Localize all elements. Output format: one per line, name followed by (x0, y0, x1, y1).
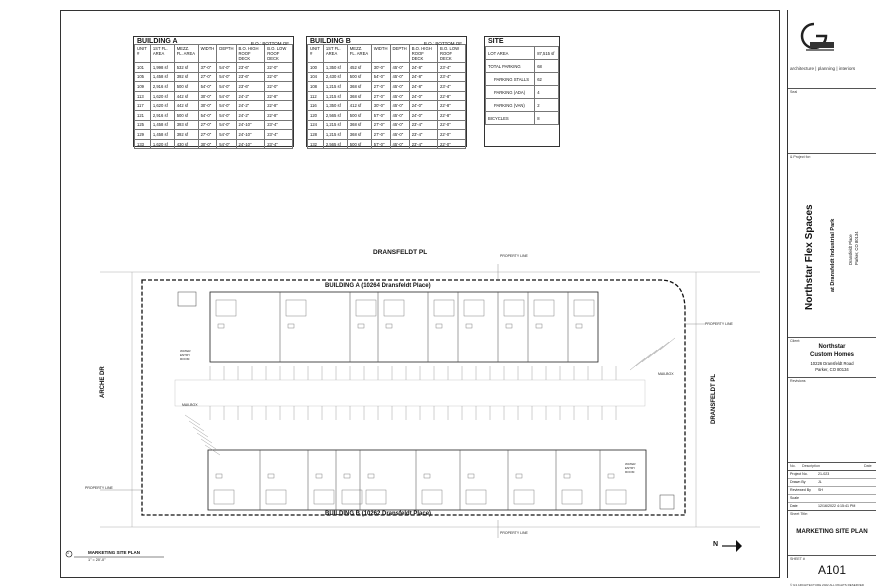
table-cell: 57'-0" (371, 110, 390, 120)
table-cell: 500 sf (174, 110, 198, 120)
table-cell: 27'-0" (198, 130, 217, 140)
unit-tag (358, 324, 364, 328)
copyright: © G3 ARCHITECTURE 2022 ALL RIGHTS RESERVED (790, 583, 865, 587)
property-line-label-right: PROPERTY LINE (705, 322, 733, 326)
table-cell: 368 sf (347, 82, 371, 92)
project-label: & Project for: (790, 155, 811, 159)
table-cell: 105 (135, 72, 151, 82)
table-cell: 500 sf (347, 110, 371, 120)
table-cell: 1,215 sf (323, 82, 347, 92)
table-cell: 392 sf (174, 72, 198, 82)
table-cell: 104 (308, 72, 324, 82)
table-cell: 101 (135, 63, 151, 73)
column-header: WIDTH (371, 45, 390, 63)
table-cell: 100 (308, 63, 324, 73)
table-cell: 430 sf (174, 139, 198, 149)
table-cell: 500 sf (347, 72, 371, 82)
table-cell: 500 sf (174, 82, 198, 92)
table-cell: 27'-0" (371, 120, 390, 130)
sheet-number-label: SHEET # (790, 557, 805, 561)
table-cell: 30'-0" (198, 101, 217, 111)
plan-title: MARKETING SITE PLAN (88, 550, 141, 555)
unit-tag (516, 474, 522, 478)
table-cell: 392 sf (174, 130, 198, 140)
table-cell: 8 (535, 112, 559, 125)
table-cell: 22'-8" (438, 110, 466, 120)
unit-tag (466, 324, 472, 328)
mezzanine-outline (464, 300, 484, 316)
rev-col-desc: Description (802, 464, 820, 468)
table-cell: 24'-0" (409, 91, 437, 101)
table-cell: 368 sf (347, 130, 371, 140)
street-right-label: DRANSFELDT PL (711, 374, 717, 424)
table-cell: 112 (308, 91, 324, 101)
water-room-label-a: WATER ENTRY ROOM (180, 349, 191, 361)
table-cell: 87,515 sf (535, 47, 559, 60)
mezzanine-outline (562, 490, 582, 504)
building-b-table-title: BUILDING B (310, 38, 351, 45)
title-info-row (788, 495, 876, 503)
mezzanine-outline (216, 300, 236, 316)
column-header: B.O. LOW ROOF DECK (438, 45, 466, 63)
unit-tag (564, 474, 570, 478)
table-cell: 2,430 sf (323, 72, 347, 82)
table-row (135, 120, 293, 130)
unit-tag (386, 324, 392, 328)
table-row (135, 139, 293, 149)
unit-tag (218, 324, 224, 328)
table-cell: 113 (135, 91, 151, 101)
table-cell: 4 (535, 86, 559, 99)
table-cell: 23'-6" (236, 63, 265, 73)
property-line-label-top: PROPERTY LINE (500, 254, 528, 258)
table-cell: 54'-0" (371, 72, 390, 82)
table-cell: 22'-0" (438, 130, 466, 140)
table-cell: 27'-0" (371, 130, 390, 140)
table-row (486, 112, 559, 125)
seal-label: Seal (790, 90, 798, 94)
table-cell: 30'-0" (371, 101, 390, 111)
column-header: MEZZ. FL. AREA (347, 45, 371, 63)
table-cell: 23'-4" (409, 139, 437, 149)
project-address-2: Parker, CO 80134 (854, 231, 859, 265)
table-cell: 54'-0" (217, 101, 236, 111)
mezzanine-outline (606, 490, 626, 504)
table-cell: 1,620 sf (150, 91, 174, 101)
building-b-footprint (208, 450, 646, 510)
column-header: UNIT # (135, 45, 151, 63)
table-cell: 116 (308, 101, 324, 111)
table-cell: 37'-0" (198, 63, 217, 73)
table-cell: 23'-4" (438, 82, 466, 92)
table-cell: 22'-0" (438, 120, 466, 130)
table-row (486, 47, 559, 60)
table-cell: 1,458 sf (150, 72, 174, 82)
table-cell: PARKING STALLS (486, 73, 535, 86)
site-table-title: SITE (488, 38, 504, 45)
table-cell: 24'-2" (236, 110, 265, 120)
table-cell: 30'-0" (198, 91, 217, 101)
column-header: DEPTH (217, 45, 236, 63)
table-cell: 45'-0" (390, 91, 409, 101)
revisions-label: Revisions (790, 379, 806, 383)
column-header: MEZZ. FL. AREA (174, 45, 198, 63)
mezzanine-outline (422, 490, 442, 504)
project-name: Northstar Flex Spaces (804, 204, 815, 310)
table-cell: 54'-0" (217, 120, 236, 130)
parking-stall-line (660, 338, 675, 350)
table-cell: PARKING (VAN) (486, 99, 535, 112)
table-row (308, 72, 466, 82)
table-cell: 412 sf (347, 101, 371, 111)
unit-tag (436, 324, 442, 328)
mezzanine-outline (342, 490, 362, 504)
column-header: UNIT # (308, 45, 324, 63)
table-row (308, 139, 466, 149)
table-cell: 129 (135, 130, 151, 140)
table-cell: 30'-0" (371, 63, 390, 73)
table-cell: 24'-0" (409, 101, 437, 111)
table-cell: 27'-0" (198, 120, 217, 130)
unit-tag (344, 474, 350, 478)
table-cell: 22'-8" (265, 110, 293, 120)
sheet-number: A101 (818, 563, 847, 577)
table-cell: 45'-0" (390, 110, 409, 120)
title-info-value: SH (818, 488, 823, 492)
table-cell: 121 (135, 110, 151, 120)
table-row (308, 82, 466, 92)
table-row (308, 91, 466, 101)
mezzanine-outline (286, 300, 306, 316)
table-cell: 1,215 sf (323, 130, 347, 140)
building-a-grid (134, 44, 293, 149)
table-cell: 24'-8" (409, 82, 437, 92)
table-row (135, 91, 293, 101)
table-cell: 133 (135, 139, 151, 149)
table-cell: 1,350 sf (323, 63, 347, 73)
table-row (135, 110, 293, 120)
building-a-footprint (210, 292, 598, 362)
table-cell: 2,916 sf (150, 82, 174, 92)
table-cell: 54'-0" (217, 139, 236, 149)
table-cell: 23'-4" (265, 130, 293, 140)
table-cell: 128 (308, 130, 324, 140)
unit-tag (536, 324, 542, 328)
title-info-row (788, 487, 876, 495)
table-cell: 1,458 sf (150, 120, 174, 130)
title-info-key: Reviewed By (790, 488, 811, 492)
table-cell: 62 (535, 73, 559, 86)
client-address-1: 10226 Dransfeldt Road (810, 361, 854, 366)
table-cell: 54'-0" (217, 72, 236, 82)
parking-stall-line (636, 354, 651, 366)
table-cell: 57'-0" (371, 139, 390, 149)
table-row (486, 86, 559, 99)
table-row (308, 120, 466, 130)
table-cell: BICYCLES (486, 112, 535, 125)
table-row (308, 110, 466, 120)
unit-tag (216, 474, 222, 478)
plan-scale: 1" = 20'-0" (88, 558, 106, 562)
mezzanine-outline (314, 490, 334, 504)
table-cell: 120 (308, 110, 324, 120)
site-table (484, 36, 560, 147)
unit-tag (288, 324, 294, 328)
building-b-plan-label: BUILDING B (10262 Dransfeldt Place) (325, 511, 432, 517)
mezzanine-outline (434, 300, 454, 316)
table-cell: 24'-10" (236, 120, 265, 130)
unit-tag (316, 474, 322, 478)
mezzanine-outline (514, 490, 534, 504)
table-cell: 124 (308, 120, 324, 130)
table-cell: 54'-0" (217, 91, 236, 101)
unit-tag (424, 474, 430, 478)
site-plan-drawing (60, 240, 780, 570)
project-address-1: Dransfeldt Place (848, 234, 853, 265)
table-cell: 22'-8" (438, 101, 466, 111)
mezzanine-outline (466, 490, 486, 504)
table-row (308, 63, 466, 73)
rev-col-date: Date (864, 464, 872, 468)
table-cell: 1,998 sf (150, 63, 174, 73)
unit-tag (368, 474, 374, 478)
column-header: 1ST FL. AREA (150, 45, 174, 63)
building-a-plan-label: BUILDING A (10264 Dransfeldt Place) (325, 283, 431, 289)
table-cell: 23'-4" (409, 120, 437, 130)
table-row (486, 73, 559, 86)
table-cell: 442 sf (174, 101, 198, 111)
column-header: DEPTH (390, 45, 409, 63)
client-label: Client: (790, 339, 801, 343)
table-row (486, 99, 559, 112)
firm-tagline: architecture | planning | interiors (790, 66, 856, 71)
property-boundary (142, 280, 685, 515)
client-name-1: Northstar (818, 344, 846, 350)
table-cell: 45'-0" (390, 63, 409, 73)
project-subtitle: at Dransfeldt Industrial Park (830, 218, 836, 292)
table-cell: 108 (308, 82, 324, 92)
table-row (135, 63, 293, 73)
title-info-key: Scale (790, 496, 799, 500)
street-left-label: ARCHE DR (100, 366, 106, 398)
table-cell: 2 (535, 99, 559, 112)
table-cell: 45'-0" (390, 101, 409, 111)
table-cell: PARKING (ADA) (486, 86, 535, 99)
firm-logo (792, 20, 836, 52)
table-cell: 24'-8" (409, 72, 437, 82)
table-row (135, 72, 293, 82)
unit-tag (506, 324, 512, 328)
table-cell: 45'-0" (390, 72, 409, 82)
table-cell: 368 sf (347, 91, 371, 101)
column-header: B.O. HIGH ROOF DECK (409, 45, 437, 63)
title-info-key: Drawn By (790, 480, 806, 484)
table-cell: TOTAL PARKING (486, 60, 535, 73)
title-info-row (788, 479, 876, 487)
parking-stall-line (648, 346, 663, 358)
table-cell: 24'-2" (236, 91, 265, 101)
mailbox-label-a: MAILBOX (658, 372, 674, 376)
title-info-value: JL (818, 480, 822, 484)
table-cell: 2,916 sf (150, 110, 174, 120)
table-cell: 452 sf (347, 63, 371, 73)
table-cell: 24'-10" (236, 130, 265, 140)
building-b-table (306, 36, 467, 147)
table-cell: 54'-0" (198, 82, 217, 92)
north-label: N (713, 541, 719, 548)
table-row (135, 101, 293, 111)
table-cell: 1,620 sf (150, 101, 174, 111)
mezzanine-outline (356, 300, 376, 316)
rev-col-no: No. (790, 464, 796, 468)
table-cell: 1,620 sf (150, 139, 174, 149)
table-cell: 54'-0" (198, 110, 217, 120)
table-row (308, 101, 466, 111)
table-cell: 45'-0" (390, 120, 409, 130)
table-row (308, 130, 466, 140)
table-cell: 532 sf (174, 63, 198, 73)
property-line-label-left: PROPERTY LINE (85, 486, 113, 490)
table-row (135, 130, 293, 140)
table-cell: 1,215 sf (323, 120, 347, 130)
unit-tag (608, 474, 614, 478)
mezzanine-outline (266, 490, 286, 504)
title-info-key: Date (790, 504, 798, 508)
table-cell: 1,458 sf (150, 130, 174, 140)
title-info-key: Project No. (790, 472, 808, 476)
parking-stall-line (630, 358, 645, 370)
table-cell: 23'-4" (265, 120, 293, 130)
table-cell: 500 sf (347, 139, 371, 149)
building-b-note: B.O.: BOTTOM OF (423, 41, 462, 46)
title-info-rows (788, 471, 876, 511)
building-a-table-title: BUILDING A (137, 38, 178, 45)
table-cell: 442 sf (174, 91, 198, 101)
site-grid (485, 46, 559, 125)
table-cell: 68 (535, 60, 559, 73)
table-cell: 54'-0" (217, 63, 236, 73)
table-cell: 30'-0" (198, 139, 217, 149)
table-cell: 22'-8" (265, 91, 293, 101)
table-cell: 23'-6" (236, 72, 265, 82)
table-cell: 45'-0" (390, 139, 409, 149)
table-cell: 1,350 sf (323, 101, 347, 111)
table-cell: 54'-0" (217, 110, 236, 120)
table-cell: 1,215 sf (323, 91, 347, 101)
unit-tag (576, 324, 582, 328)
building-b-grid (307, 44, 466, 149)
mezzanine-outline (214, 490, 234, 504)
parking-stall-line (654, 342, 669, 354)
column-header: WIDTH (198, 45, 217, 63)
property-line-label-bottom: PROPERTY LINE (500, 531, 528, 535)
table-cell: 117 (135, 101, 151, 111)
table-cell: 45'-0" (390, 130, 409, 140)
table-cell: 22'-0" (265, 63, 293, 73)
table-cell: 23'-4" (438, 72, 466, 82)
column-header: 1ST FL. AREA (323, 45, 347, 63)
table-cell: 132 (308, 139, 324, 149)
title-info-value: 21-023 (818, 472, 830, 476)
column-header: B.O. HIGH ROOF DECK (236, 45, 265, 63)
table-cell: 22'-0" (265, 72, 293, 82)
plan-number: 1 (67, 551, 69, 555)
table-cell: 23'-6" (236, 82, 265, 92)
table-cell: 23'-4" (438, 63, 466, 73)
table-cell: 22'-8" (438, 91, 466, 101)
table-cell: 24'-8" (409, 63, 437, 73)
sheet-title: MARKETING SITE PLAN (796, 528, 868, 535)
table-cell: 368 sf (347, 120, 371, 130)
table-cell: 24'-10" (236, 139, 265, 149)
table-cell: LOT AREA (486, 47, 535, 60)
table-cell: 23'-4" (409, 130, 437, 140)
mezzanine-outline (574, 300, 594, 316)
parking-stall-line (642, 350, 657, 362)
table-cell: 22'-8" (265, 101, 293, 111)
table-cell: 109 (135, 82, 151, 92)
mailbox-label-b: MAILBOX (182, 403, 198, 407)
table-cell: 393 sf (174, 120, 198, 130)
sheet-title-label: Sheet Title: (790, 512, 808, 516)
building-a-note: B.O.: BOTTOM OF (250, 41, 289, 46)
mezzanine-outline (534, 300, 554, 316)
table-cell: 45'-0" (390, 82, 409, 92)
mezzanine-outline (504, 300, 524, 316)
street-top-label: DRANSFELDT PL (373, 249, 428, 256)
table-cell: 54'-0" (217, 130, 236, 140)
client-name-2: Custom Homes (809, 352, 854, 358)
title-info-value: 12/16/2022 4:15:41 PM (818, 504, 856, 508)
table-cell: 2,565 sf (323, 110, 347, 120)
column-header: B.O. LOW ROOF DECK (265, 45, 293, 63)
table-cell: 54'-0" (217, 82, 236, 92)
table-cell: 125 (135, 120, 151, 130)
title-info-row (788, 471, 876, 479)
table-cell: 2,565 sf (323, 139, 347, 149)
table-cell: 27'-0" (371, 91, 390, 101)
north-arrow (722, 540, 742, 552)
mezzanine-outline (384, 300, 404, 316)
table-row (135, 82, 293, 92)
unit-tag (468, 474, 474, 478)
table-cell: 24'-0" (409, 110, 437, 120)
table-cell: 22'-0" (438, 139, 466, 149)
table-cell: 22'-0" (265, 82, 293, 92)
table-cell: 24'-2" (236, 101, 265, 111)
table-cell: 23'-4" (265, 139, 293, 149)
mezzanine-outline (366, 490, 386, 504)
client-address-2: Parker, CO 80134 (815, 367, 849, 372)
building-a-table (133, 36, 294, 147)
table-cell: 27'-0" (198, 72, 217, 82)
title-block (787, 10, 876, 587)
water-room-label-b: WATER ENTRY ROOM (625, 462, 636, 474)
unit-tag (268, 474, 274, 478)
table-cell: 27'-0" (371, 82, 390, 92)
table-row (486, 60, 559, 73)
